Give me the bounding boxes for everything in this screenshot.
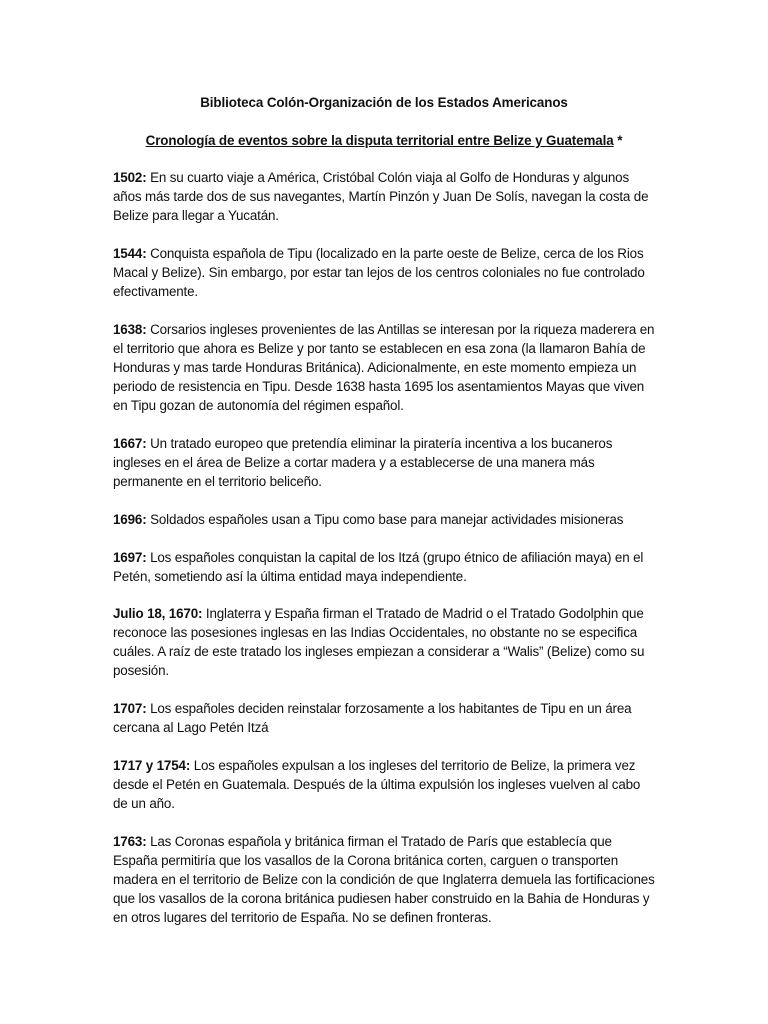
entry-text: Conquista española de Tipu (localizado en la parte oeste de Belize, cerca de los Rios Macal y Belize). Sin embargo, por estar tan lejos de los centros coloniales no fue controlado efectivamente. (113, 246, 645, 299)
entry-date: 1763: (113, 834, 147, 849)
document-subtitle (0, 131, 768, 150)
chronology-entry (113, 756, 658, 813)
entry-text: Soldados españoles usan a Tipu como base para manejar actividades misioneras (146, 512, 624, 527)
entry-text: Un tratado europeo que pretendía eliminar la piratería incentiva a los bucaneros ingleses en el área de Belize a cortar madera y a establecerse de una manera más permanente en el territorio beliceño. (113, 436, 613, 489)
chronology-entry (113, 699, 658, 737)
chronology-entry (113, 604, 658, 680)
entry-text: En su cuarto viaje a América, Cristóbal Colón viaja al Golfo de Honduras y algunos años más tarde dos de sus navegantes, Martín Pinzón y Juan De Solís, navegan la costa de Belize para llegar a Yucatán. (113, 170, 649, 223)
entry-date: Julio 18, 1670: (113, 606, 203, 621)
chronology-entry (113, 244, 658, 301)
document-title-text: Biblioteca Colón-Organización de los Estados Americanos (200, 95, 568, 110)
entry-date: 1707: (113, 701, 147, 716)
entry-date: 1697: (113, 550, 147, 565)
entry-text: Los españoles deciden reinstalar forzosamente a los habitantes de Tipu en un área cercana al Lago Petén Itzá (113, 701, 632, 735)
entry-text: Inglaterra y España firman el Tratado de Madrid o el Tratado Godolphin que reconoce las posesiones inglesas en las Indias Occidentales, no obstante no se especifica cuáles. A raíz de este tratado los ingleses empiezan a considerar a “Walis” (Belize) como su posesión. (113, 606, 645, 678)
entry-text: Los españoles expulsan a los ingleses del territorio de Belize, la primera vez desde el Petén en Guatemala. Después de la última expulsión los ingleses vuelven al cabo de un año. (113, 758, 641, 811)
document-subtitle-mark: * (613, 133, 623, 148)
entry-text: Las Coronas española y británica firman el Tratado de París que establecía que España permitiría que los vasallos de la Corona británica corten, carguen o transporten madera en el territorio de Belize con la condición de que Inglaterra demuela las fortificaciones que los vasallos de la corona británica pudiesen haber construido en la Bahia de Honduras y en otros lugares del territorio de España. No se definen fronteras. (113, 834, 655, 925)
entry-text: Corsarios ingleses provenientes de las Antillas se interesan por la riqueza maderera en el territorio que ahora es Belize y por tanto se establecen en esa zona (la llamaron Bahía de Honduras y mas tarde Honduras Británica). Adicionalmente, en este momento empieza un periodo de resistencia en Tipu. Desde 1638 hasta 1695 los asentamientos Mayas que viven en Tipu gozan de autonomía del régimen español. (113, 322, 655, 413)
chronology-entry (113, 168, 658, 225)
entry-date: 1717 y 1754: (113, 758, 191, 773)
entry-date: 1696: (113, 512, 147, 527)
document-title (0, 93, 768, 112)
chronology-entry (113, 832, 658, 927)
document-subtitle-text: Cronología de eventos sobre la disputa territorial entre Belize y Guatemala (145, 133, 614, 148)
chronology-entry (113, 510, 658, 529)
entry-date: 1667: (113, 436, 147, 451)
chronology-entry (113, 320, 658, 415)
entry-date: 1502: (113, 170, 147, 185)
entry-date: 1544: (113, 246, 147, 261)
entry-date: 1638: (113, 322, 147, 337)
entry-text: Los españoles conquistan la capital de los Itzá (grupo étnico de afiliación maya) en el Petén, sometiendo así la última entidad maya independiente. (113, 550, 644, 584)
chronology-entry (113, 548, 658, 586)
chronology-entry (113, 434, 658, 491)
